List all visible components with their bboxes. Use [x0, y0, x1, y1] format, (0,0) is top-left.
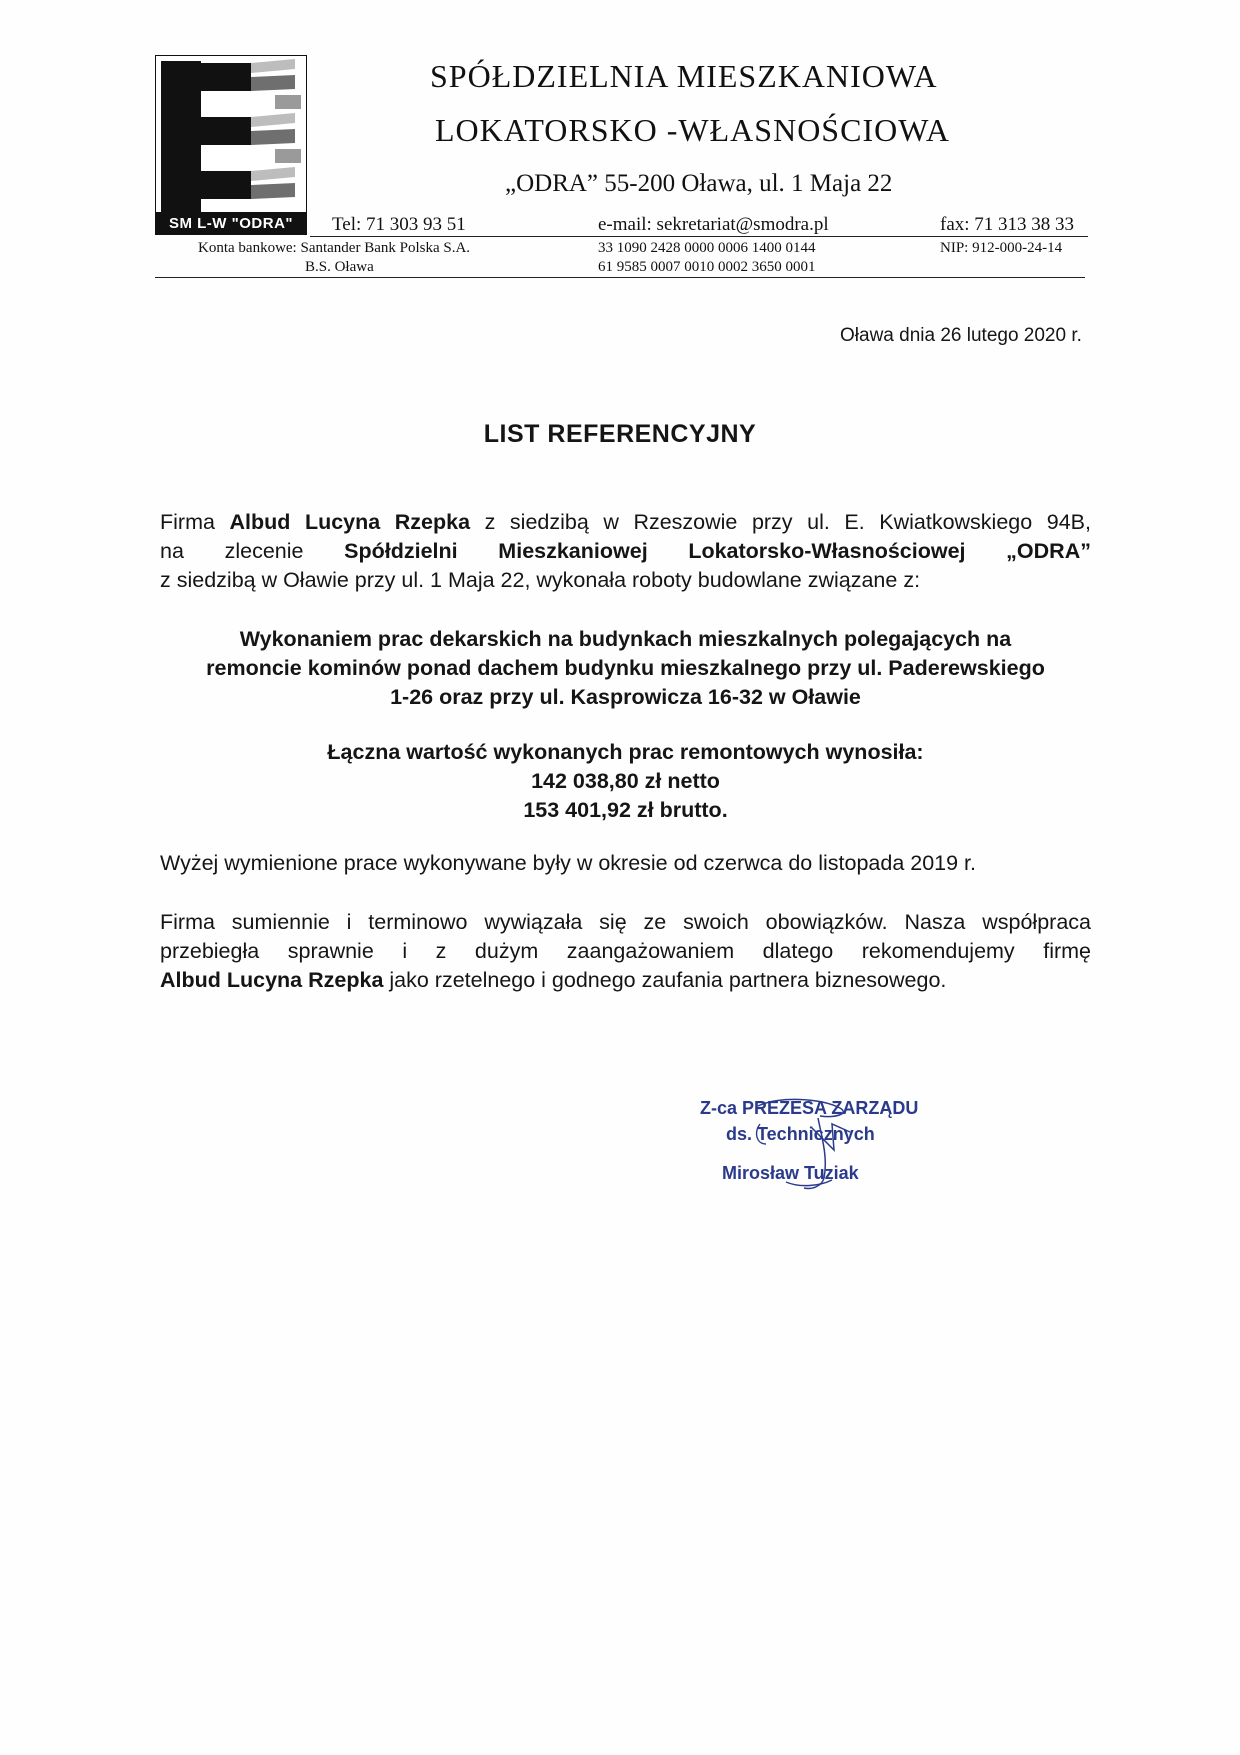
total-label: Łączna wartość wykonanych prac remontowych wynosiła: [327, 740, 924, 764]
stamp-department: ds. Technicznych [726, 1124, 875, 1144]
header-nip: NIP: 912-000-24-14 [940, 240, 1063, 256]
period-paragraph [160, 849, 1091, 878]
recommendation-paragraph [160, 908, 1091, 995]
letter-date: Oława dnia 26 lutego 2020 r. [840, 325, 1082, 346]
intro-line-1 [160, 508, 1091, 537]
total-netto: 142 038,80 zł netto [531, 769, 720, 793]
works-line-3: 1-26 oraz przy ul. Kasprowicza 16-32 w Oławie [390, 685, 861, 709]
letter-title: LIST REFERENCYJNY [483, 420, 757, 448]
org-name-line1: SPÓŁDZIELNIA MIESZKANIOWA [430, 58, 938, 94]
stamp-signatory: Mirosław Tuziak [722, 1163, 859, 1183]
header-account-2: 61 9585 0007 0010 0002 3650 0001 [598, 259, 816, 275]
intro-paragraph [160, 508, 1091, 595]
contractor-name: Albud Lucyna Rzepka [229, 510, 471, 534]
intro-line-3: z siedzibą w Oławie przy ul. 1 Maja 22, wykonała roboty budowlane związane z: [160, 568, 921, 592]
client-name: Spółdzielni Mieszkaniowej Lokatorsko-Własnościowej „ODRA” [344, 539, 1091, 563]
handwritten-signature-icon [700, 1098, 930, 1208]
header-bank-name: Konta bankowe: Santander Bank Polska S.A. [198, 240, 471, 256]
header-bank-branch: B.S. Oława [305, 259, 374, 275]
works-description [160, 625, 1091, 712]
recommendation-line-3 [160, 966, 1091, 995]
stamp-position: Z-ca PREZESA ZARZĄDU [700, 1098, 919, 1118]
header-email: e-mail: sekretariat@smodra.pl [598, 214, 829, 235]
header-fax: fax: 71 313 38 33 [940, 214, 1075, 235]
org-address: „ODRA” 55-200 Oława, ul. 1 Maja 22 [505, 170, 893, 197]
recommendation-line-1: Firma sumiennie i terminowo wywiązała się ze swoich obowiązków. Nasza współpraca [160, 910, 1091, 934]
header-divider-top [310, 236, 1088, 237]
intro-line-2 [160, 537, 1091, 566]
intro-text: Firma [160, 510, 230, 534]
signature-stamp [700, 1098, 930, 1208]
total-value-block [160, 738, 1091, 825]
works-line-2: remoncie kominów ponad dachem budynku mieszkalnego przy ul. Paderewskiego [206, 656, 1045, 680]
total-brutto: 153 401,92 zł brutto. [523, 798, 728, 822]
cooperative-logo [155, 55, 307, 235]
header-divider-bottom [155, 277, 1085, 278]
org-name-line2: LOKATORSKO -WŁASNOŚCIOWA [435, 112, 950, 148]
intro-text: z siedzibą w Rzeszowie przy ul. E. Kwiatkowskiego 94B, [470, 510, 1091, 534]
recommendation-line-2: przebiegła sprawnie i z dużym zaangażowaniem dlatego rekomendujemy firmę [160, 939, 1091, 963]
logo-text: SM L-W "ODRA" [155, 213, 307, 235]
logo-emblem-icon [155, 55, 307, 213]
contractor-name: Albud Lucyna Rzepka [160, 968, 384, 992]
works-line-1: Wykonaniem prac dekarskich na budynkach mieszkalnych polegających na [239, 627, 1012, 651]
recommendation-text: jako rzetelnego i godnego zaufania partnera biznesowego. [383, 968, 947, 992]
header-account-1: 33 1090 2428 0000 0006 1400 0144 [598, 240, 816, 256]
period-text: Wyżej wymienione prace wykonywane były w okresie od czerwca do listopada 2019 r. [160, 851, 977, 875]
intro-text: na zlecenie [160, 539, 345, 563]
header-phone: Tel: 71 303 93 51 [332, 214, 466, 235]
